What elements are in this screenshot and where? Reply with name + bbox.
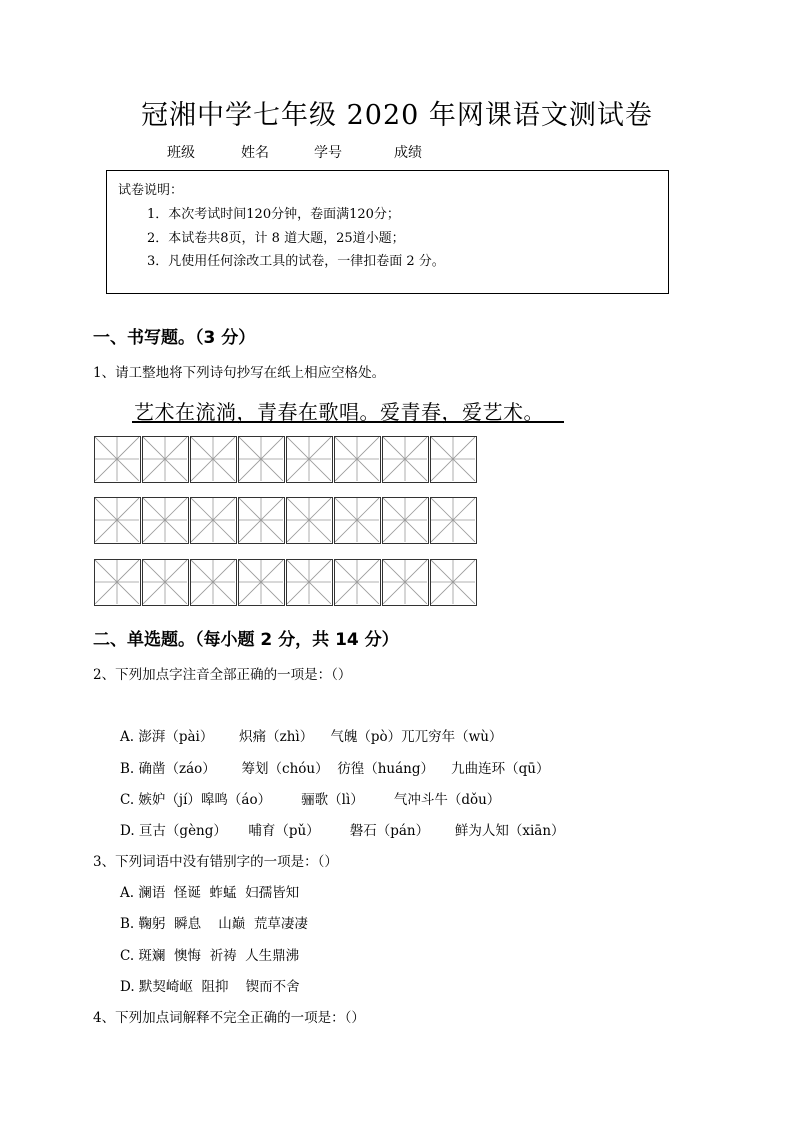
section-heading-writing: 一、书写题。（3 分）: [93, 328, 256, 348]
writing-grid-cell[interactable]: [334, 497, 381, 544]
writing-grid-cell[interactable]: [190, 497, 237, 544]
writing-grid-row-1[interactable]: [94, 436, 478, 484]
student-info-row: [0, 142, 794, 162]
q2-option-d[interactable]: D. 亘古（gèng） 哺育（pǔ） 磐石（pán） 鲜为人知（xiān）: [120, 823, 565, 839]
exam-instructions-box: [106, 170, 669, 294]
writing-grid-cell[interactable]: [238, 497, 285, 544]
writing-grid-cell[interactable]: [334, 559, 381, 606]
writing-grid-cell[interactable]: [190, 436, 237, 483]
writing-grid-cell[interactable]: [286, 497, 333, 544]
q3-option-a[interactable]: A. 澜语 怪诞 蚱蜢 妇孺皆知: [120, 885, 300, 901]
class-label: 班级: [167, 145, 195, 161]
writing-grid-cell[interactable]: [382, 497, 429, 544]
writing-grid-row-3[interactable]: [94, 559, 478, 607]
writing-grid-cell[interactable]: [382, 436, 429, 483]
page-title: 冠湘中学七年级 2020 年网课语文测试卷: [141, 100, 653, 131]
writing-grid-cell[interactable]: [94, 497, 141, 544]
question-1: 1、请工整地将下列诗句抄写在纸上相应空格处。: [93, 365, 386, 381]
score-label: 成绩: [394, 145, 422, 161]
writing-grid-cell[interactable]: [142, 497, 189, 544]
question-4: 4、下列加点词解释不完全正确的一项是：（）: [93, 1010, 365, 1026]
question-2: 2、下列加点字注音全部正确的一项是：（）: [93, 667, 352, 683]
writing-grid-cell[interactable]: [430, 559, 477, 606]
question-3: 3、下列词语中没有错别字的一项是：（）: [93, 854, 338, 870]
writing-grid-cell[interactable]: [430, 436, 477, 483]
writing-grid-cell[interactable]: [286, 436, 333, 483]
q3-option-b[interactable]: B. 鞠躬 瞬息 山巅 荒草凄凄: [120, 916, 308, 932]
writing-grid-cell[interactable]: [430, 497, 477, 544]
writing-grid-row-2[interactable]: [94, 497, 478, 545]
instruction-line: 2．本试卷共8页，计 8 道大题，25道小题；: [147, 231, 405, 246]
instructions-heading: 试卷说明：: [118, 183, 184, 198]
writing-grid-cell[interactable]: [142, 436, 189, 483]
instruction-line: 3．凡使用任何涂改工具的试卷，一律扣卷面 2 分。: [147, 254, 445, 269]
writing-grid-cell[interactable]: [238, 559, 285, 606]
student-id-label: 学号: [314, 145, 342, 161]
q3-option-d[interactable]: D. 默契崎岖 阻抑 锲而不舍: [120, 979, 300, 995]
writing-grid-cell[interactable]: [190, 559, 237, 606]
q2-option-b[interactable]: B. 确凿（záo） 筹划（chóu） 彷徨（huáng） 九曲连环（qū）: [120, 761, 550, 777]
poem-underline: [132, 421, 564, 423]
writing-grid-cell[interactable]: [142, 559, 189, 606]
q2-option-c[interactable]: C. 嫉妒（jí）嗥鸣（áo） 骊歌（lì） 气冲斗牛（dǒu）: [120, 792, 501, 808]
poem-line: 艺术在流淌，青春在歌唱。爱青春，爱艺术。: [134, 400, 544, 424]
writing-grid-cell[interactable]: [286, 559, 333, 606]
q3-option-c[interactable]: C. 斑斓 懊悔 祈祷 人生鼎沸: [120, 948, 300, 964]
writing-grid-cell[interactable]: [94, 559, 141, 606]
section-heading-single-choice: 二、单选题。（每小题 2 分，共 14 分）: [93, 630, 399, 650]
writing-grid-cell[interactable]: [238, 436, 285, 483]
writing-grid-cell[interactable]: [382, 559, 429, 606]
instruction-line: 1．本次考试时间120分钟，卷面满120分；: [147, 207, 400, 222]
name-label: 姓名: [241, 145, 269, 161]
writing-grid-cell[interactable]: [94, 436, 141, 483]
q2-option-a[interactable]: A. 澎湃（pài） 炽痛（zhì） 气魄（pò）兀兀穷年（wù）: [120, 729, 503, 745]
writing-grid-cell[interactable]: [334, 436, 381, 483]
